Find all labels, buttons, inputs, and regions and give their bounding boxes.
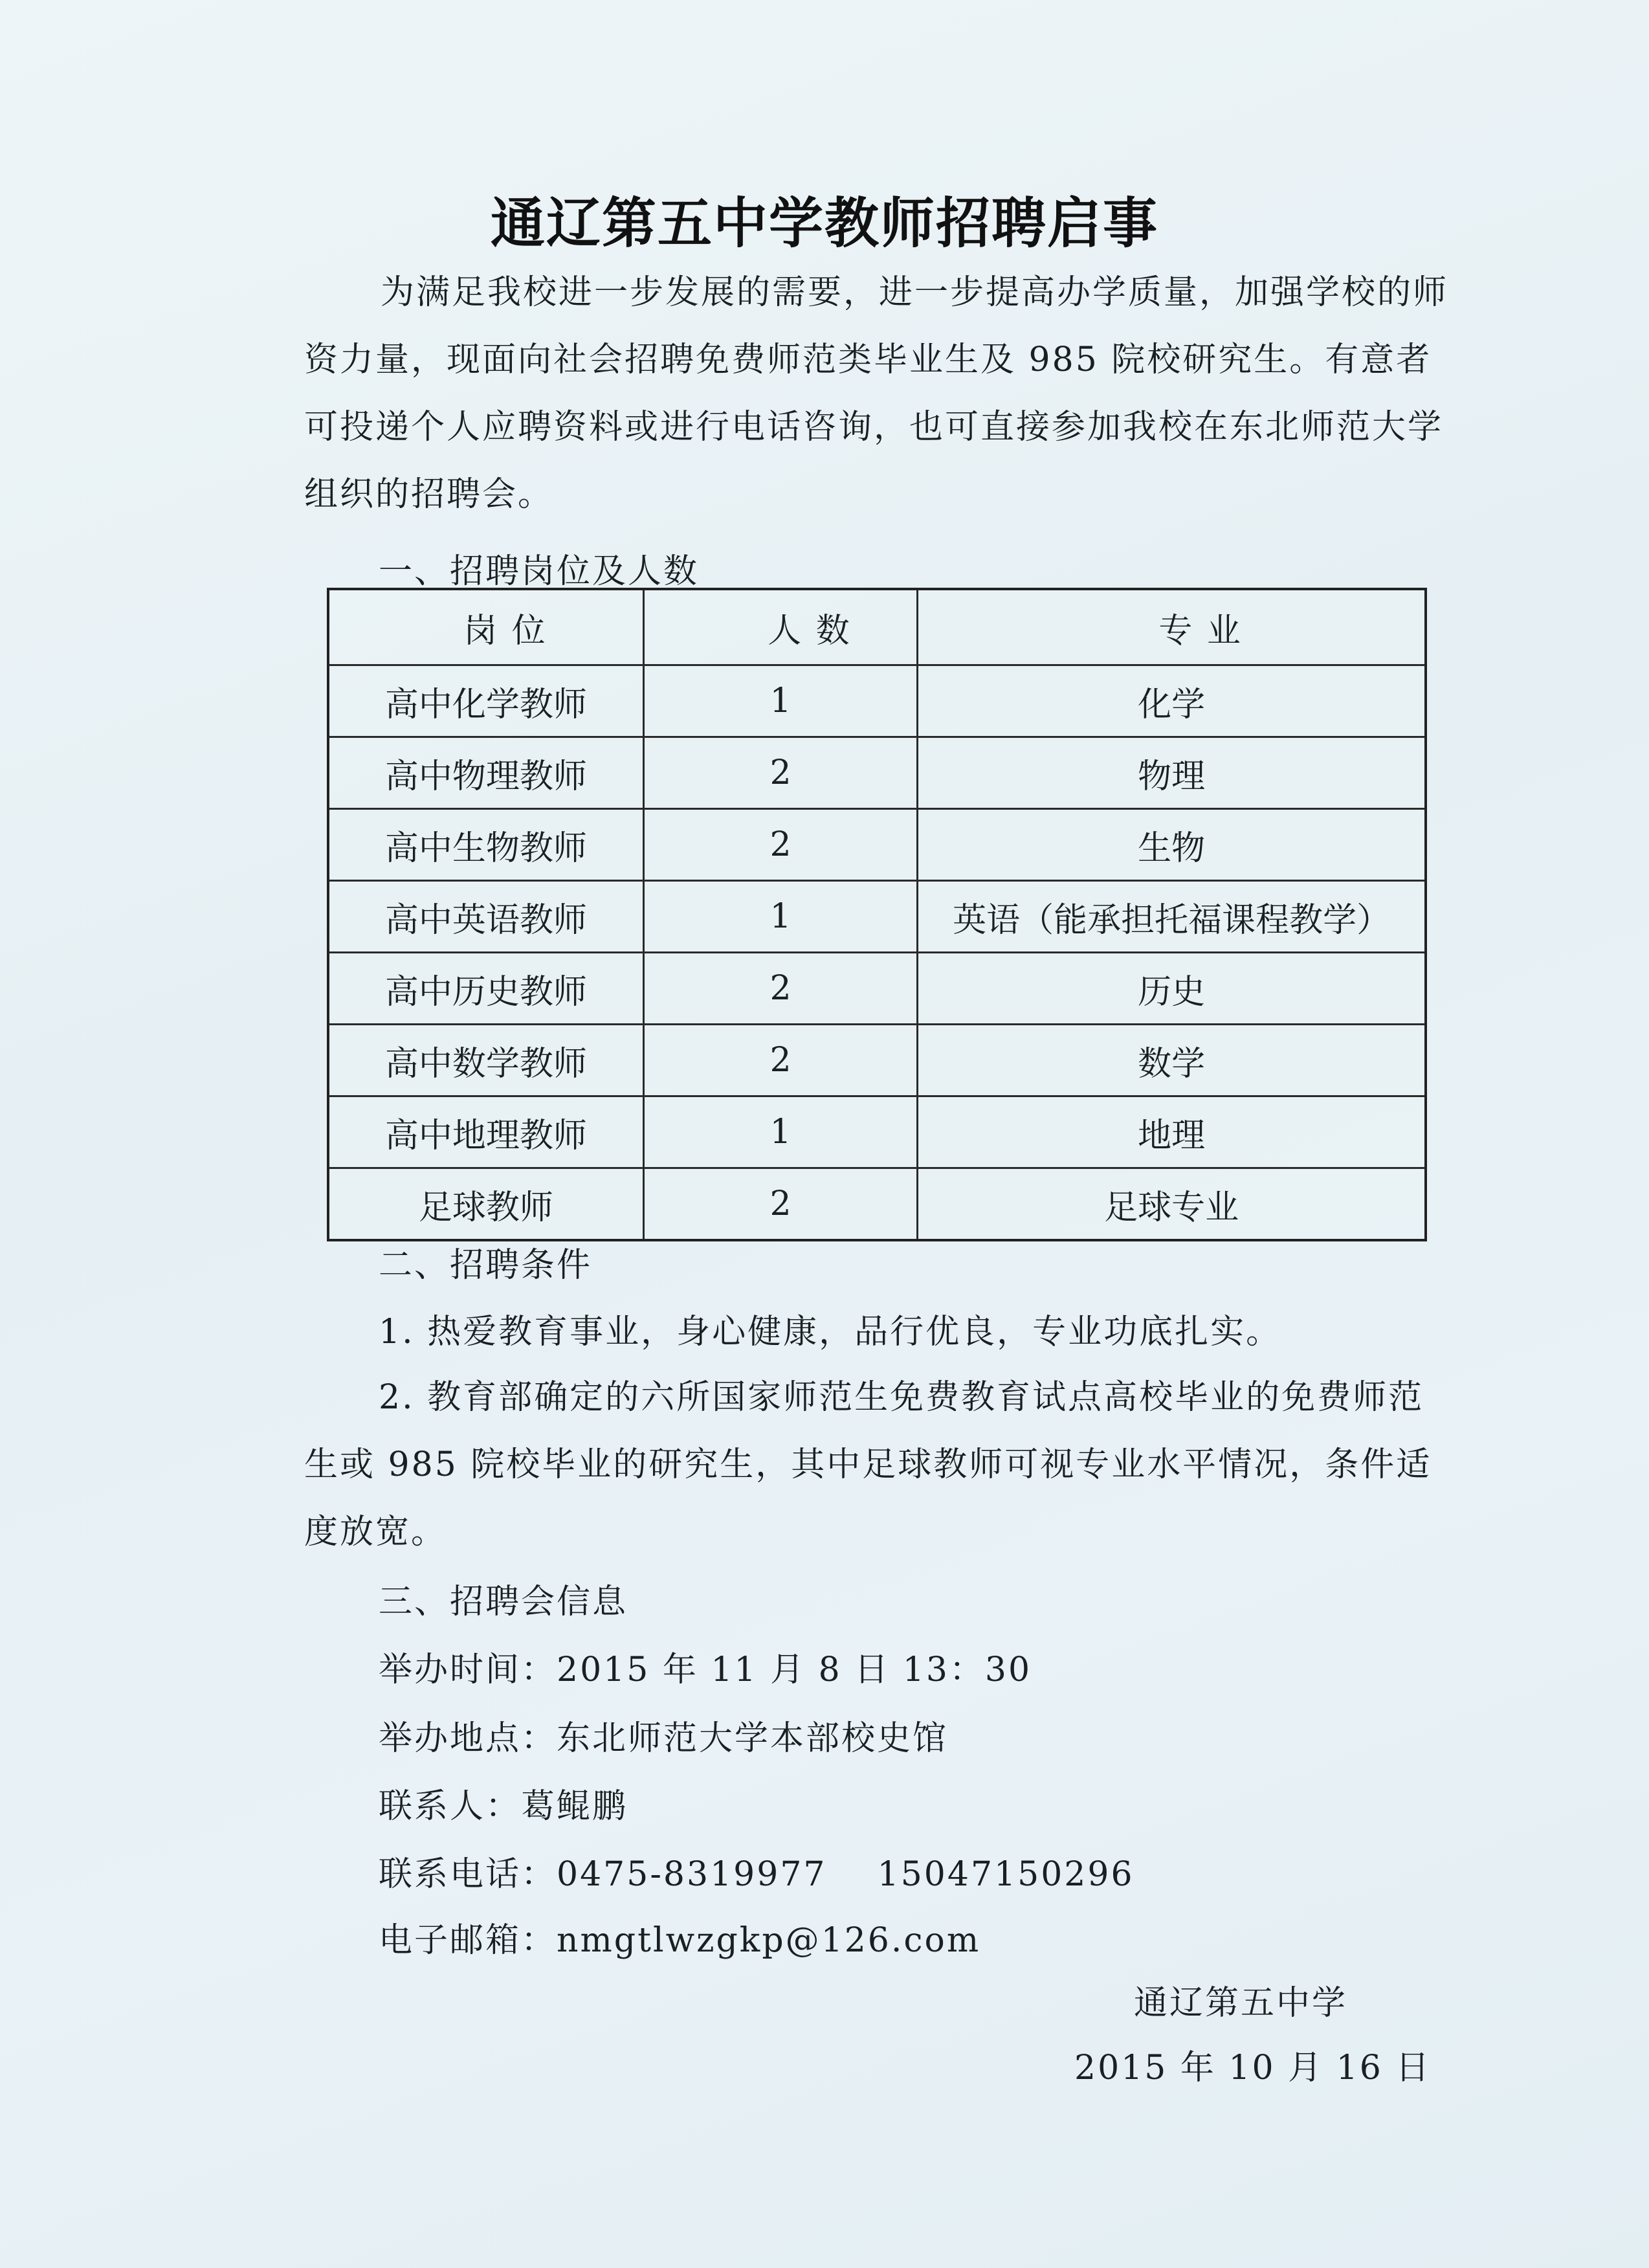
cell-position: 高中生物教师 xyxy=(328,809,643,881)
cell-position: 足球教师 xyxy=(328,1168,643,1241)
section2-heading: 二、招聘条件 xyxy=(379,1246,593,1285)
cell-major: 英语（能承担托福课程教学） xyxy=(918,881,1426,953)
intro-paragraph: 为满足我校进一步发展的需要，进一步提高办学质量，加强学校的师资力量，现面向社会招聘免费师范类毕业生及 985 院校研究生。有意者可投递个人应聘资料或进行电话咨询，也可直接参加我校在东北师范大学组织的招聘会。 xyxy=(304,273,1449,514)
cell-position: 高中地理教师 xyxy=(328,1096,643,1168)
cell-major: 数学 xyxy=(918,1025,1426,1096)
contact-person: 联系人：葛鲲鹏 xyxy=(379,1787,628,1826)
header-position: 岗 位 xyxy=(328,589,643,665)
page-title: 通辽第五中学教师招聘启事 xyxy=(490,192,1158,255)
cell-count: 2 xyxy=(643,1025,917,1096)
signature-date: 2015 年 10 月 16 日 xyxy=(1074,2049,1432,2087)
cell-major: 历史 xyxy=(918,953,1426,1025)
table-row xyxy=(328,953,1426,1025)
cell-position: 高中英语教师 xyxy=(328,881,643,953)
event-time: 举办时间：2015 年 11 月 8 日 13：30 xyxy=(379,1651,1032,1689)
cell-count: 1 xyxy=(643,881,917,953)
contact-email: 电子邮箱：nmgtlwzgkp@126.com xyxy=(379,1921,981,1960)
signature-org: 通辽第五中学 xyxy=(1134,1984,1348,2023)
cell-count: 2 xyxy=(643,809,917,881)
cell-count: 2 xyxy=(643,737,917,809)
cell-major: 物理 xyxy=(918,737,1426,809)
table-row xyxy=(328,1025,1426,1096)
cell-major: 地理 xyxy=(918,1096,1426,1168)
header-count: 人 数 xyxy=(643,589,917,665)
positions-table xyxy=(327,588,1427,1241)
cell-major: 足球专业 xyxy=(918,1168,1426,1241)
section3-heading: 三、招聘会信息 xyxy=(379,1583,628,1621)
cell-count: 1 xyxy=(643,1096,917,1168)
cell-count: 2 xyxy=(643,953,917,1025)
cell-position: 高中数学教师 xyxy=(328,1025,643,1096)
header-major: 专 业 xyxy=(918,589,1426,665)
table-row xyxy=(328,665,1426,737)
cell-count: 1 xyxy=(643,665,917,737)
table-row xyxy=(328,737,1426,809)
table-header-row xyxy=(328,589,1426,665)
contact-phone: 联系电话：0475-8319977 15047150296 xyxy=(379,1855,1134,1894)
cell-position: 高中历史教师 xyxy=(328,953,643,1025)
condition-item-2: 2. 教育部确定的六所国家师范生免费教育试点高校毕业的免费师范生或 985 院校毕业的研究生，其中足球教师可视专业水平情况，条件适度放宽。 xyxy=(304,1378,1432,1551)
cell-major: 化学 xyxy=(918,665,1426,737)
cell-count: 2 xyxy=(643,1168,917,1241)
cell-position: 高中化学教师 xyxy=(328,665,643,737)
condition-item-1: 1. 热爱教育事业，身心健康，品行优良，专业功底扎实。 xyxy=(379,1313,1282,1351)
section1-heading: 一、招聘岗位及人数 xyxy=(379,552,700,591)
table-row xyxy=(328,1168,1426,1241)
table-row xyxy=(328,1096,1426,1168)
table-row xyxy=(328,809,1426,881)
cell-position: 高中物理教师 xyxy=(328,737,643,809)
event-place: 举办地点：东北师范大学本部校史馆 xyxy=(379,1719,949,1758)
table-row xyxy=(328,881,1426,953)
cell-major: 生物 xyxy=(918,809,1426,881)
